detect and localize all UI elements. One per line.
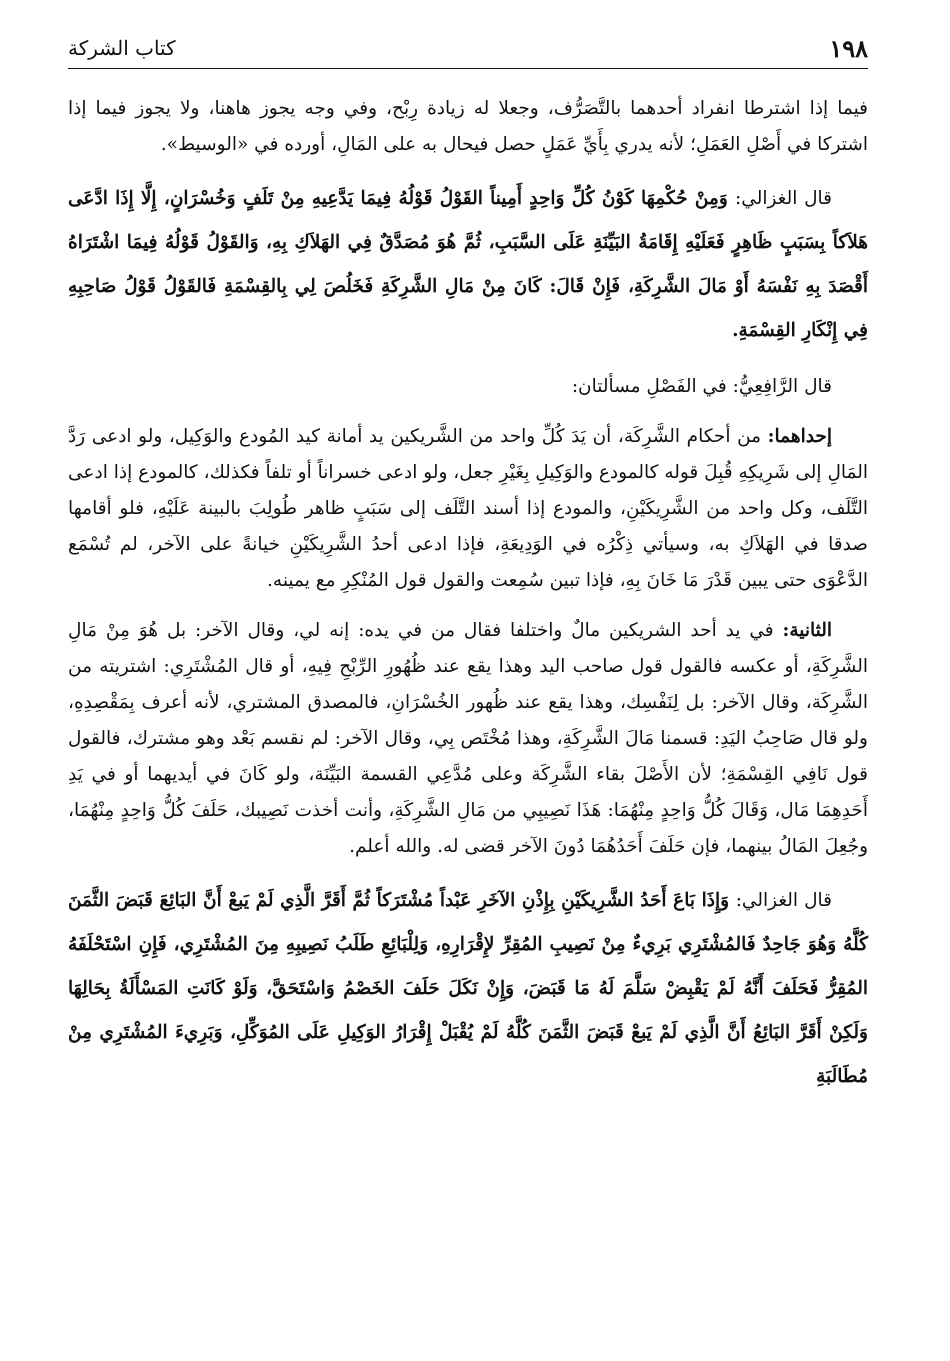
paragraph-text: وَإِذَا بَاعَ أَحَدُ الشَّرِيكَيْنِ بِإِذْنِ الآخَرِ عَبْداً مُشْتَرَكاً ثُمَّ أَقَرَّ الَّذِي لَمْ يَبعْ أَنَّ البَائِعَ قَبَضَ الثَّمَنَ كُلَّهُ وَهُوَ جَاحِدٌ فَالمُشْتَرِي بَرِيءٌ مِنْ نَصِيبِ المُقِرِّ لإِقْرَارِهِ، وَلِلْبَائِعِ طَلَبُ نَصِيبِهِ مِنَ المُشْتَرِي، فَإِنِ اسْتَحْلَفَهُ المُقِرُّ فَحَلَفَ أَنَّهُ لَمْ يَقْبِضْ سَلَّمَ لَهُ مَا قَبَضَ، وَإِنْ نَكَلَ حَلَفَ الخَصْمُ وَاسْتَحَقَّ، وَلَوْ كَانَتِ المَسْأَلَةُ بِحَالِهَا وَلَكِنْ أَقَرَّ البَائِعُ أَنَّ الَّذِي لَمْ يَبعْ قَبَضَ الثَّمَنَ كُلَّهُ لَمْ يُقْبَلْ إِقْرَارُ الوَكِيلِ عَلَى المُوَكِّلِ، وَبَرِيءَ المُشْتَرِي مِنْ مُطَالَبَةِ: [68, 890, 868, 1087]
paragraph-rafii-intro: [68, 369, 868, 405]
paragraph-text: من أحكام الشَّرِكَة، أن يَدَ كُلِّ واحد من الشَّريكين يد أمانة كيد المُودع والوَكِيل، ولو ادعى رَدَّ المَالِ إلى شَرِيكِهِ قُبِلَ قوله كالمودع والوَكِيلِ بِغَيْرِ جعل، ولو ادعى خسراناً أو تلفاً فكذلك، كالمودع إذا ادعى التَّلَف، وكل واحد من الشَّرِيكَيْنِ، والمودع إذا أسند التَّلَف إلى سَبَبٍ ظاهر طُولِبَ بالبينة عَلَيْهِ، فلو أقامها صدقا في الهَلاَكِ به، وسيأتي ذِكْرُه في الوَدِيعَةِ، فإذا ادعى أحدُ الشَّرِيكَيْنِ خيانةً على الآخر، لم تُسْمَع الدَّعْوَى حتى يبين قَدْرَ مَا خَانَ بِهِ، فإذا تبين سُمِعت والقول قول المُنْكِرِ مع يمينه.: [68, 426, 868, 591]
paragraph-ghazali-text: [68, 879, 868, 1099]
book-title: كتاب الشركة: [68, 36, 176, 60]
issue-label: الثانية:: [782, 620, 832, 641]
paragraph-issue-one: [68, 419, 868, 599]
paragraph-ghazali-text: [68, 177, 868, 353]
issue-label: إحداهما:: [767, 426, 832, 447]
paragraph-text: في الفَصْلِ مسألتان:: [571, 376, 727, 397]
paragraph-continuation: [68, 91, 868, 163]
body-text: [68, 91, 868, 1099]
speaker-label: قال الغزالي:: [735, 890, 833, 911]
speaker-label: قال الغزالي:: [735, 188, 833, 209]
running-header: [68, 28, 868, 69]
speaker-label: قال الرَّافِعِيُّ:: [732, 376, 832, 397]
paragraph-text: في يد أحد الشريكين مالٌ واختلفا فقال من في يده: إنه لي، وقال الآخر: بل هُوَ مِنْ مَالِ الشَّرِكَةِ، أو عكسه فالقول قول صاحب اليد وهذا يقع عند ظُهُورِ الرِّبْحِ فِيهِ، أو قال المُشْتَرِي: اشتريته من الشَّرِكَة، وقال الآخر: بل لِنَفْسِك، وهذا يقع عند ظُهور الخُسْرَانِ، فالمصدق المشتري، لأنه أعرف بِمَقْصِدِهِ، ولو قال صَاحِبُ اليَدِ: قسمنا مَالَ الشَّرِكَةِ، وهذا مُخْتَص بِي، وقال الآخر: لم نقسم بَعْد وهو مشترك، فالقول قول نَافِي القِسْمَةِ؛ لأن الأَصْلَ بقاء الشَّرِكَة وعلى مُدَّعِي القسمة البَيِّنَة، ولو كَانَ في أيديهما أو في يَدِ أَحَدِهِمَا مَال، وَقَالَ كُلُّ وَاحِدٍ مِنْهُمَا: هَذَا نَصِيبِي من مَالِ الشَّرِكَةِ، وأنت أخذت نَصِيبك، حَلَفَ كُلُّ وَاحِدٍ مِنْهُمَا، وجُعِلَ المَالُ بينهما، فإن حَلَفَ أَحَدُهُمَا دُونَ الآخر قضى له. والله أعلم.: [68, 620, 868, 857]
paragraph-issue-two: [68, 613, 868, 865]
page-number: ١٩٨: [829, 34, 868, 63]
paragraph-text: فيما إذا اشترطا انفراد أحدهما بالتَّصَرُّف، وجعلا له زيادة رِبْح، وفي وجه يجوز هاهنا، ولا يجوز فيما إذا اشتركا في أَصْلِ العَمَلِ؛ لأنه يدري بِأَيِّ عَمَلٍ حصل فيحال به على المَالِ، أورده في «الوسيط».: [68, 98, 868, 155]
paragraph-text: وَمِنْ حُكْمِهَا كَوْنُ كُلِّ وَاحِدٍ أَمِيناً القَوْلُ قَوْلُهُ فِيمَا يَدَّعِيهِ مِنْ تَلَفٍ وَخُسْرَانٍ، إِلَّا إِذَا ادَّعَى هَلاَكاً بِسَبَبٍ ظَاهِرٍ فَعَلَيْهِ إِقَامَةُ البَيِّنَةِ عَلَى السَّبَبِ، ثُمَّ هُوَ مُصَدَّقٌ فِي الهَلاَكِ بِهِ، وَالقَوْلُ قَوْلُهُ فِيمَا اشْتَرَاهُ أَقْصَدَ بِهِ نَفْسَهُ أَوْ مَالَ الشَّرِكَةِ، فَإِنْ قَالَ: كَانَ مِنْ مَالِ الشَّرِكَةِ فَخَلُصَ لِي بِالقِسْمَةِ فَالقَوْلُ قَوْلُ صَاحِبِهِ فِي إِنْكَارِ القِسْمَةِ.: [68, 188, 868, 341]
book-page: [68, 28, 868, 1115]
